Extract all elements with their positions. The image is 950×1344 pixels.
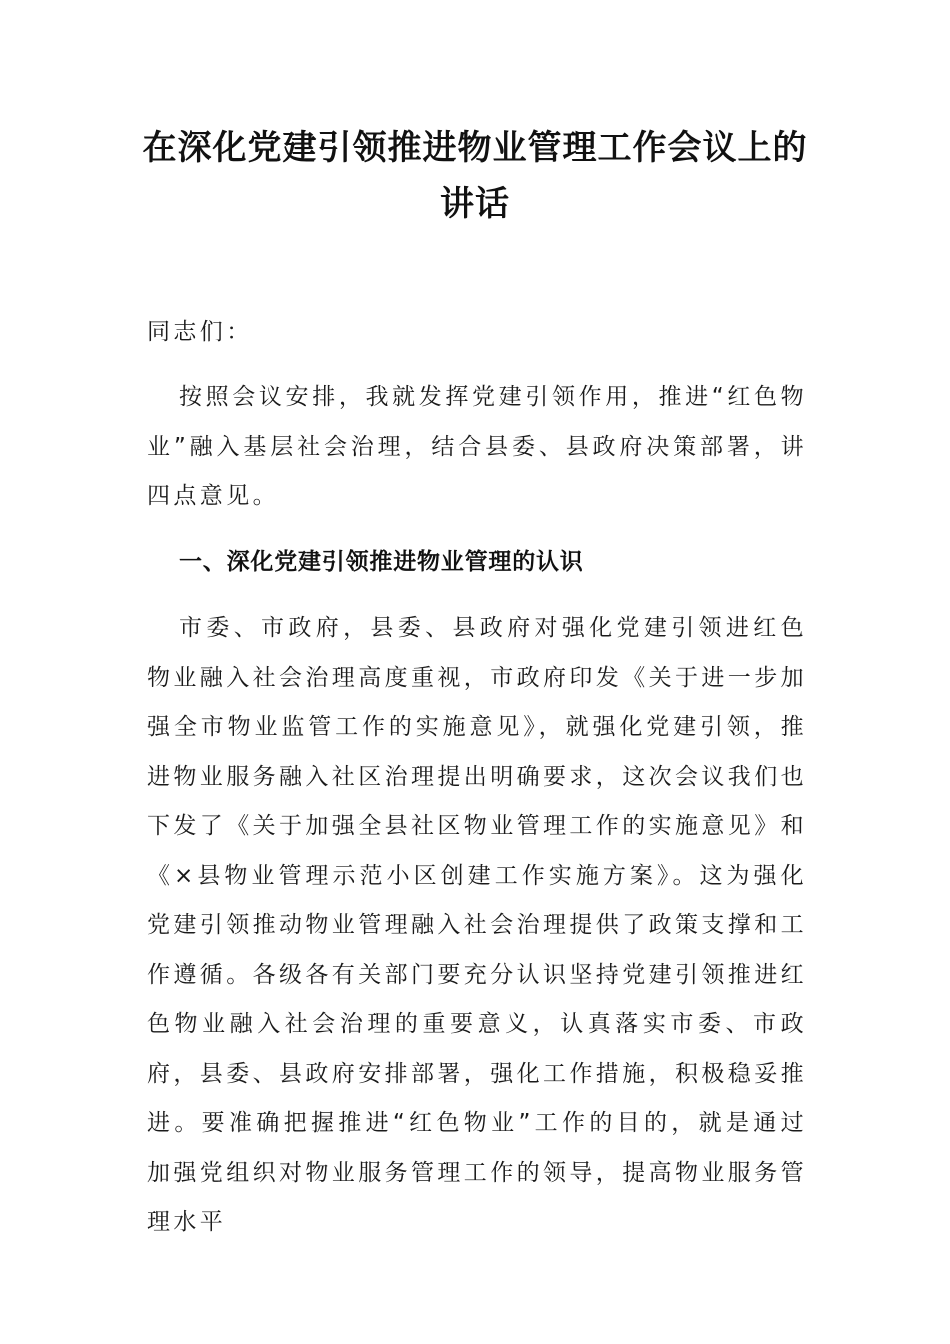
salutation: 同志们： <box>147 319 253 345</box>
section-1-heading: 一、深化党建引领推进物业管理的认识 <box>179 549 584 575</box>
intro-paragraph: 按照会议安排，我就发挥党建引领作用，推进“红色物业”融入基层社会治理，结合县委、县政府决策部署，讲四点意见。 <box>147 384 807 509</box>
section-1-paragraph: 市委、市政府，县委、县政府对强化党建引领进红色物业融入社会治理高度重视，市政府印发《关于进一步加强全市物业监管工作的实施意见》，就强化党建引领，推进物业服务融入社区治理提出明确要求，这次会议我们也下发了《关于加强全县社区物业管理工作的实施意见》和《×县物业管理示范小区创建工作实施方案》。这为强化党建引领推动物业管理融入社会治理提供了政策支撑和工作遵循。各级各有关部门要充分认识坚持党建引领推进红色物业融入社会治理的重要意义，认真落实市委、市政府，县委、县政府安排部署，强化工作措施，积极稳妥推进。要准确把握推进“红色物业”工作的目的，就是通过加强党组织对物业服务管理工作的领导，提高物业服务管理水平 <box>147 615 807 1235</box>
document-title: 在深化党建引领推进物业管理工作会议上的讲话 <box>142 128 808 224</box>
